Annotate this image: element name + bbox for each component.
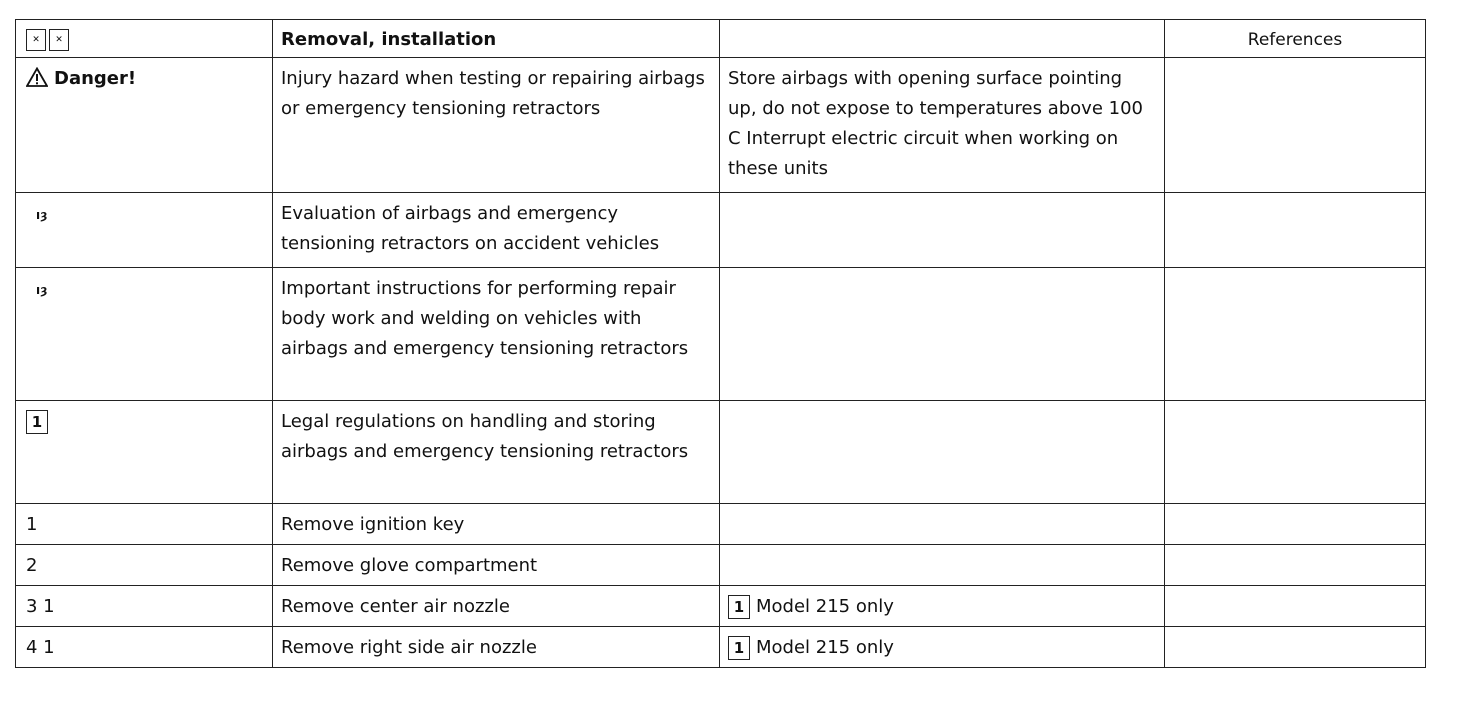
step-reference-cell <box>1165 586 1426 627</box>
step-reference-cell <box>1165 545 1426 586</box>
legal-text: Legal regulations on handling and storing airbags and emergency tensioning retractors <box>281 411 689 462</box>
step-action: Remove glove compartment <box>273 545 720 586</box>
header-symbols-cell <box>16 20 273 58</box>
danger-hazard-text: Injury hazard when testing or repairing airbags or emergency tensioning retractors <box>281 68 705 119</box>
tool-symbol-icon: ✕ <box>49 29 69 51</box>
legal-text-cell <box>273 401 720 504</box>
info-row <box>16 193 1426 268</box>
references-heading: References <box>1247 30 1343 50</box>
step-reference-cell <box>1165 627 1426 668</box>
info-text-cell <box>273 268 720 401</box>
note-marker-icon: 1 <box>728 636 750 660</box>
step-action: Remove ignition key <box>273 504 720 545</box>
tool-symbol-icon: ✕ <box>26 29 46 51</box>
danger-label-cell <box>16 58 273 193</box>
step-note-cell <box>720 627 1165 668</box>
step-note-cell <box>720 545 1165 586</box>
header-title-cell <box>273 20 720 58</box>
step-reference-cell <box>1165 504 1426 545</box>
step-number: 1 <box>16 504 273 545</box>
step-row <box>16 545 1426 586</box>
step-note-cell <box>720 504 1165 545</box>
info-row <box>16 268 1426 401</box>
step-note: Model 215 only <box>756 596 894 617</box>
step-note-cell <box>720 586 1165 627</box>
legal-note-cell <box>720 401 1165 504</box>
info-note-cell <box>720 193 1165 268</box>
legal-marker-cell <box>16 401 273 504</box>
procedure-table <box>15 19 1426 668</box>
info-text-cell <box>273 193 720 268</box>
info-reference-cell <box>1165 268 1426 401</box>
info-text: Important instructions for performing repair body work and welding on vehicles with airbags and emergency tensioning retractors <box>281 278 689 359</box>
danger-reference-cell <box>1165 58 1426 193</box>
info-marker-icon: ıȝ <box>36 208 48 222</box>
step-number: 2 <box>16 545 273 586</box>
step-number: 3 1 <box>16 586 273 627</box>
warning-triangle-icon <box>26 67 48 87</box>
info-marker-cell <box>16 268 273 401</box>
step-action: Remove right side air nozzle <box>273 627 720 668</box>
step-row <box>16 586 1426 627</box>
header-references-cell <box>1165 20 1426 58</box>
header-row <box>16 20 1426 58</box>
step-number: 4 1 <box>16 627 273 668</box>
header-col3-cell <box>720 20 1165 58</box>
legal-reference-cell <box>1165 401 1426 504</box>
note-marker-icon: 1 <box>728 595 750 619</box>
step-note: Model 215 only <box>756 637 894 658</box>
step-action: Remove center air nozzle <box>273 586 720 627</box>
danger-note-cell <box>720 58 1165 193</box>
danger-row <box>16 58 1426 193</box>
legal-row <box>16 401 1426 504</box>
danger-label: Danger! <box>54 68 137 89</box>
procedure-sheet <box>15 19 1423 668</box>
danger-note-text: Store airbags with opening surface pointing up, do not expose to temperatures above 100 C Interrupt electric circuit when working on these units <box>728 68 1143 179</box>
info-marker-cell <box>16 193 273 268</box>
note-marker-icon: 1 <box>26 410 48 434</box>
info-reference-cell <box>1165 193 1426 268</box>
info-text: Evaluation of airbags and emergency tensioning retractors on accident vehicles <box>281 203 660 254</box>
info-note-cell <box>720 268 1165 401</box>
step-row <box>16 627 1426 668</box>
danger-hazard-cell <box>273 58 720 193</box>
info-marker-icon: ıȝ <box>36 283 48 297</box>
header-title: Removal, installation <box>281 29 497 50</box>
step-row <box>16 504 1426 545</box>
